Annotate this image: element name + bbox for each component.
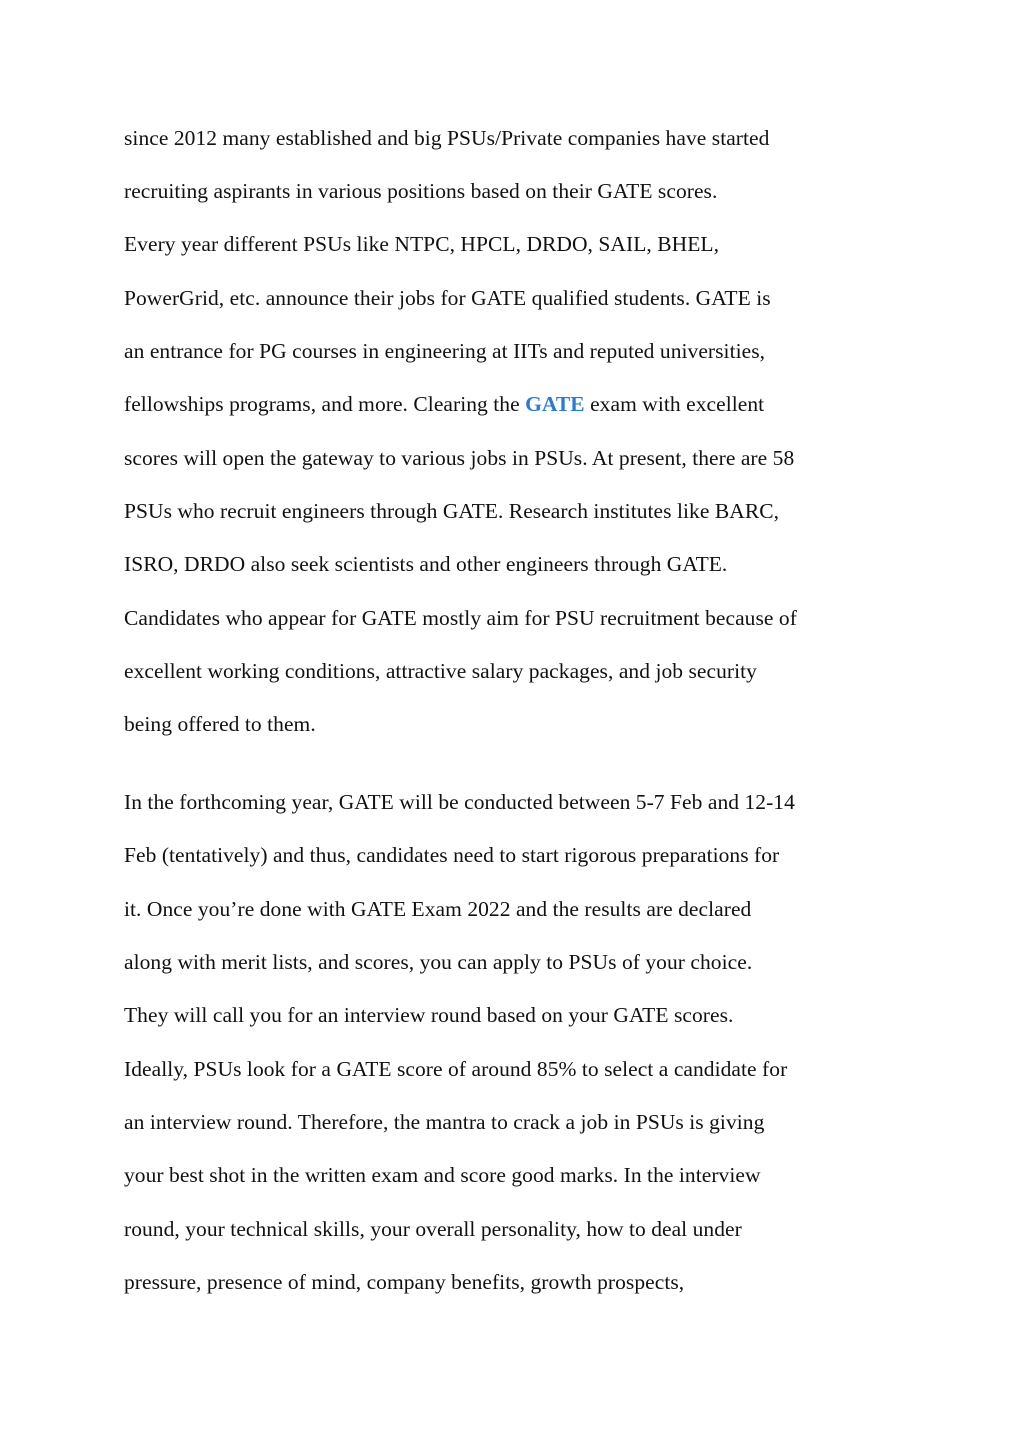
text-line: being offered to them.	[124, 712, 316, 736]
text-line: PSUs who recruit engineers through GATE. Research institutes like BARC,	[124, 499, 780, 523]
text-line: pressure, presence of mind, company benefits, growth prospects,	[124, 1270, 685, 1294]
text-line: They will call you for an interview round based on your GATE scores.	[124, 1003, 734, 1027]
text-line: an interview round. Therefore, the mantra to crack a job in PSUs is giving	[124, 1110, 765, 1134]
text-line: excellent working conditions, attractive salary packages, and job security	[124, 659, 757, 683]
text-line	[124, 391, 764, 417]
text-line: along with merit lists, and scores, you can apply to PSUs of your choice.	[124, 950, 753, 974]
text-line: In the forthcoming year, GATE will be conducted between 5-7 Feb and 12-14	[124, 790, 795, 814]
text-line: Feb (tentatively) and thus, candidates need to start rigorous preparations for	[124, 843, 780, 867]
text-line: ISRO, DRDO also seek scientists and other engineers through GATE.	[124, 552, 728, 576]
text-segment: exam with excellent	[584, 392, 765, 416]
text-line: round, your technical skills, your overall personality, how to deal under	[124, 1217, 742, 1241]
text-line: recruiting aspirants in various positions based on their GATE scores.	[124, 179, 718, 203]
text-line: Ideally, PSUs look for a GATE score of around 85% to select a candidate for	[124, 1057, 788, 1081]
text-segment: fellowships programs, and more. Clearing the	[124, 392, 526, 416]
text-line: Candidates who appear for GATE mostly aim for PSU recruitment because of	[124, 606, 797, 630]
gate-link[interactable]: GATE	[525, 392, 585, 416]
text-line: an entrance for PG courses in engineering at IITs and reputed universities,	[124, 339, 766, 363]
text-line: Every year different PSUs like NTPC, HPCL, DRDO, SAIL, BHEL,	[124, 232, 719, 256]
text-line: PowerGrid, etc. announce their jobs for GATE qualified students. GATE is	[124, 286, 771, 310]
text-line: it. Once you’re done with GATE Exam 2022 and the results are declared	[124, 897, 752, 921]
text-line: scores will open the gateway to various jobs in PSUs. At present, there are 58	[124, 446, 795, 470]
text-line: since 2012 many established and big PSUs/Private companies have started	[124, 126, 770, 150]
text-line: your best shot in the written exam and score good marks. In the interview	[124, 1163, 761, 1187]
